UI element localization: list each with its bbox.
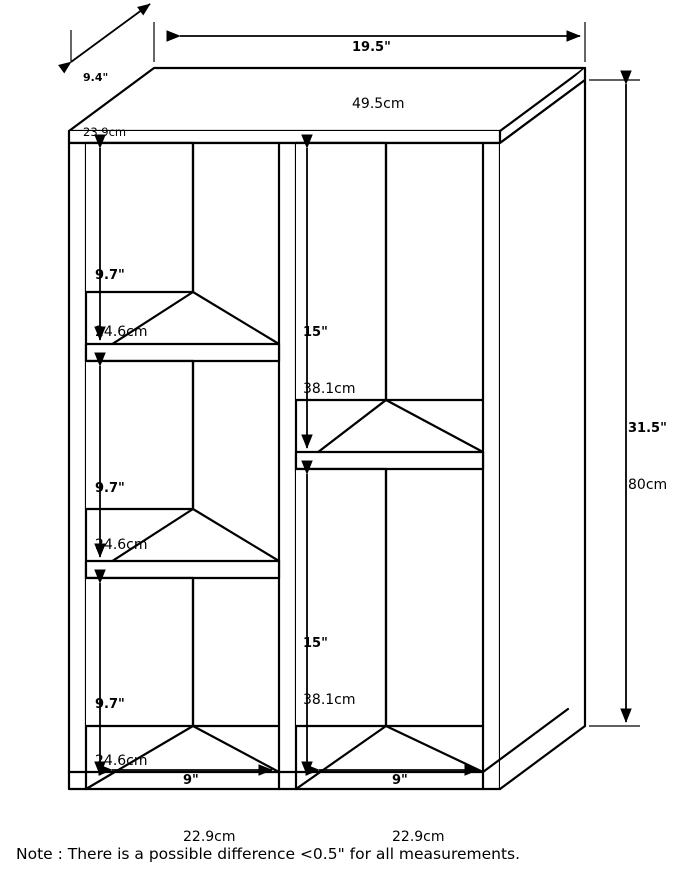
left-cube-3-imperial: 9.7" (95, 697, 125, 712)
right-cube-2-label (303, 596, 356, 750)
width-dimension-label (352, 0, 405, 154)
width-imperial: 19.5" (352, 40, 391, 55)
depth-metric: 23.9cm (83, 124, 127, 139)
height-metric: 80cm (628, 477, 668, 494)
right-cube-1-imperial: 15" (303, 325, 328, 340)
left-cube-1-metric: 24.6cm (95, 324, 148, 341)
bottom-right-width-label (392, 733, 445, 887)
right-cube-1-metric: 38.1cm (303, 381, 356, 398)
height-dimension-label (628, 381, 667, 535)
bottom-left-width-label (183, 733, 236, 887)
width-metric: 49.5cm (352, 96, 405, 113)
right-cube-2-imperial: 15" (303, 636, 328, 651)
depth-dimension-label (83, 31, 126, 179)
right-cube-2-metric: 38.1cm (303, 692, 356, 709)
left-cube-3-metric: 24.6cm (95, 753, 148, 770)
left-cube-2-label (95, 441, 148, 595)
left-cube-3-label (95, 657, 148, 811)
left-cube-2-imperial: 9.7" (95, 481, 125, 496)
bottom-left-imperial: 9" (183, 773, 199, 788)
left-cube-1-label (95, 228, 148, 382)
left-cube-2-metric: 24.6cm (95, 537, 148, 554)
measurement-note: Note : There is a possible difference <0.5" for all measurements. (16, 845, 521, 863)
right-cube-1-label (303, 285, 356, 439)
depth-imperial: 9.4" (83, 71, 109, 84)
height-imperial: 31.5" (628, 421, 667, 436)
bottom-right-imperial: 9" (392, 773, 408, 788)
bottom-right-metric: 22.9cm (392, 829, 445, 846)
bottom-left-metric: 22.9cm (183, 829, 236, 846)
left-cube-1-imperial: 9.7" (95, 268, 125, 283)
